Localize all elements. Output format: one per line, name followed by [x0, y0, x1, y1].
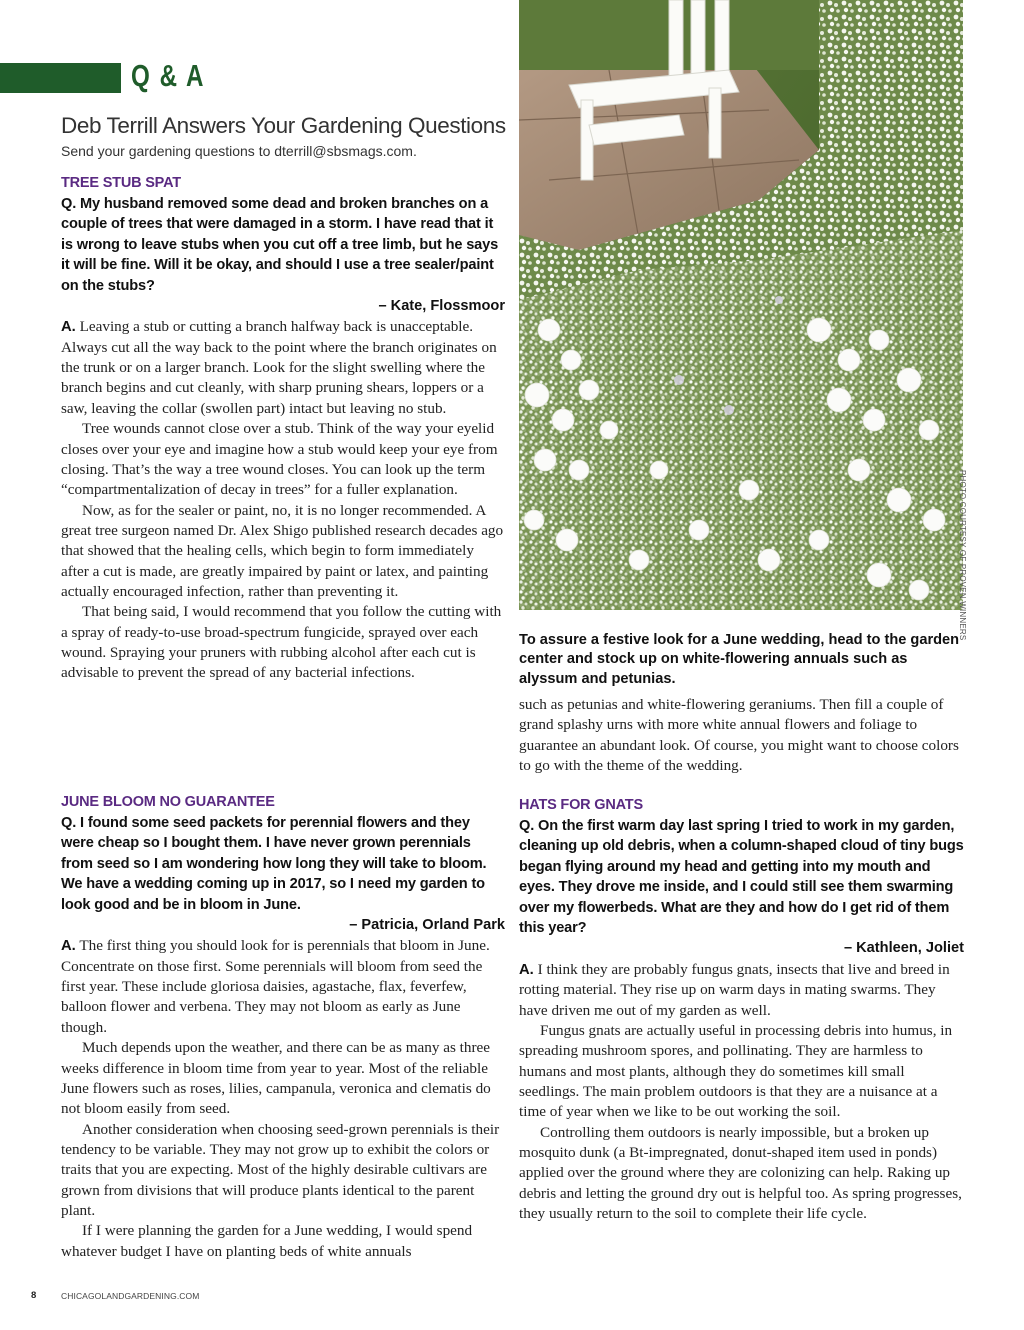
- question-signer: – Kathleen, Joliet: [843, 940, 964, 957]
- answer-paragraph: Tree wounds cannot close over a stub. Think of the way your eyelid closes over your eye and imagine how a stub would keep your eye from closing. That’s the way a tree wound closes. You can look up the term “compartmentalization of decay in trees” for a fuller explanation.: [61, 420, 498, 499]
- article-heading: TREE STUB SPAT: [61, 175, 181, 191]
- answer-label: A.: [61, 319, 76, 336]
- photo-caption: To assure a festive look for a June wedding, head to the garden center and stock up on white-flowering annuals such as alyssum and petunias.: [519, 631, 960, 688]
- answer-paragraph: Another consideration when choosing seed-grown perennials is their tendency to be variable. They may not grow up to exhibit the colors or traits that you are expecting. Most of the highly desirable cultivars are grown from divisions that will produce plants identical to the parent plant.: [61, 1120, 500, 1219]
- answer-paragraph: That being said, I would recommend that you follow the cutting with a spray of ready-to-use broad-spectrum fungicide, sprayed over each wound. Spraying your pruners with rubbing alcohol after each cut is advisable to prevent the spread of any bacterial infections.: [61, 603, 502, 682]
- question-text: Q. My husband removed some dead and broken branches on a couple of trees that were damaged in a storm. I have read that it is wrong to leave stubs when you cut off a tree limb, but he says it will be fine. Will it be okay, and should I use a tree sealer/paint on the stubs?: [61, 196, 499, 294]
- question-signer: – Kate, Flossmoor: [378, 298, 505, 315]
- footer-website: CHICAGOLANDGARDENING.COM: [61, 1291, 200, 1301]
- answer-paragraph: Now, as for the sealer or paint, no, it is no longer recommended. A great tree surgeon named Dr. Alex Shigo published research decades ago that showed that the healing cells, which begin to form immediately after a cut is made, are greatly impaired by paint or latex, and painting actually encouraged infection, rather than preventing it.: [61, 501, 504, 600]
- photo-credit: PHOTO COURTESY OF PROVEN WINNERS: [958, 470, 967, 641]
- question-text: Q. I found some seed packets for perennial flowers and they were cheap so I bought them. I have never grown perennials from seed so I am wondering how long they will take to bloom. We have a wedding coming up in 2017, so I need my garden to look good and be in bloom in June.: [61, 815, 487, 913]
- answer-text: Leaving a stub or cutting a branch halfway back is unacceptable. Always cut all the way back to the point where the branch originates on the trunk or on a larger branch. Look for the slight swelling where the branch begins and cut cleanly, with sharp pruning shears, loppers or a saw, leaving the collar (swollen part) intact but leaving no stub.: [61, 318, 497, 417]
- section-color-bar: [0, 63, 121, 93]
- question-text: Q. On the first warm day last spring I tried to work in my garden, cleaning up old debris, when a column-shaped cloud of tiny bugs began flying around my head and getting into my mouth and eyes. They drove me inside, and I could still see them swarming over my flowerbeds. What are they and how do I get rid of them this year?: [519, 818, 964, 937]
- article-heading: HATS FOR GNATS: [519, 797, 643, 813]
- answer-paragraph: Fungus gnats are actually useful in processing debris into humus, in spreading mushroom spores, and pollinating. They are harmless to humans and most plants, although they do sometimes kill small seedlings. The main problem outdoors is that they are a nuisance at a time of year when we like to be out working the soil.: [519, 1021, 953, 1121]
- answer-paragraph: If I were planning the garden for a June wedding, I would spend whatever budget I have on planting beds of white annuals: [61, 1222, 473, 1260]
- answer-label: A.: [61, 938, 76, 955]
- garden-photo: [519, 0, 963, 610]
- answer-paragraph: such as petunias and white-flowering geraniums. Then fill a couple of grand splashy urns with more white annual flowers and foliage to guarantee an abundant look. Of course, you might want to choose colors to go with the theme of the wedding.: [519, 696, 959, 775]
- page-title: Deb Terrill Answers Your Gardening Questions: [61, 113, 506, 138]
- page-subtitle: Send your gardening questions to dterrill@sbsmags.com.: [61, 143, 417, 159]
- answer-paragraph: [61, 936, 505, 1038]
- article-hats-for-gnats: [519, 797, 964, 1224]
- page-number: 8: [31, 1290, 37, 1301]
- answer-text: The first thing you should look for is perennials that bloom in June. Concentrate on those first. Some perennials will bloom from seed the first year. These include gloriosa daisies, agastache, flax, feverfew, balloon flower and verbena. They may not bloom as early as June though.: [61, 937, 490, 1036]
- section-title: Q & A: [131, 58, 206, 93]
- answer-paragraph: [519, 960, 964, 1021]
- article-tree-stub: [61, 175, 505, 684]
- answer-paragraph: [61, 317, 505, 419]
- question-signer: – Patricia, Orland Park: [349, 917, 505, 934]
- article-june-bloom: [61, 794, 505, 1262]
- answer-text: I think they are probably fungus gnats, insects that live and breed in rotting material. They rise up on warm days in mating swarms. They have driven me out of my garden as well.: [519, 960, 950, 1019]
- answer-paragraph: Much depends upon the weather, and there can be as many as three weeks difference in bloom time from year to year. Most of the reliable June flowers such as roses, lilies, campanula, veronica and clematis do not bloom easily from seed.: [61, 1039, 491, 1118]
- article-heading: JUNE BLOOM NO GUARANTEE: [61, 794, 275, 810]
- answer-label: A.: [519, 961, 534, 978]
- article-june-bloom-continued: [519, 695, 964, 776]
- answer-paragraph: Controlling them outdoors is nearly impossible, but a broken up mosquito dunk (a Bt-impregnated, donut-shaped item used in ponds) applied over the ground where they are colonizing can help. Raking up debris and letting the ground dry out is helpful too. As spring progresses, they usually return to the soil to complete their life cycle.: [519, 1123, 962, 1222]
